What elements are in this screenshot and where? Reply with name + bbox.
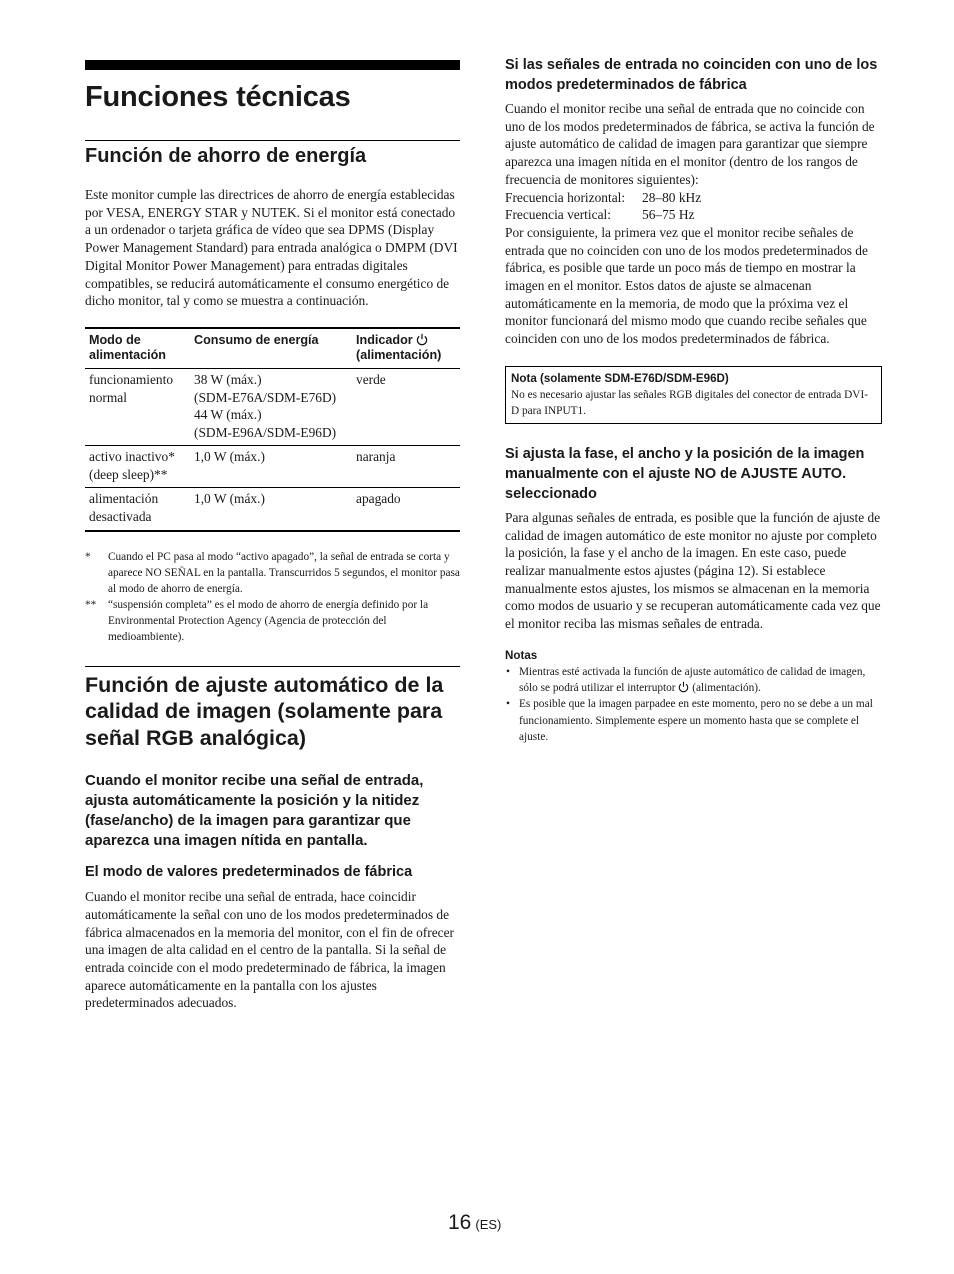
freq-h-value: 28–80 kHz xyxy=(642,189,702,205)
cell-mode: alimentación desactivada xyxy=(89,491,159,525)
manual-adjust-heading: Si ajusta la fase, el ancho y la posición de la imagen manualmente con el ajuste NO de AJUSTE AUTO. seleccionado xyxy=(505,445,865,502)
freq-h-label: Frecuencia horizontal: xyxy=(505,189,626,205)
section-heading-power-saving: Función de ahorro de energía xyxy=(85,145,367,167)
table-header-row xyxy=(85,328,460,369)
note-box xyxy=(505,366,882,424)
note-item-text: (alimentación). xyxy=(692,682,761,695)
freq-v-value: 56–75 Hz xyxy=(642,207,695,223)
indicator-sublabel: (alimentación) xyxy=(356,347,442,362)
manual-adjust-paragraph: Para algunas señales de entrada, es posible que la función de ajuste de calidad de imagen automático de este monitor no ajuste por completo la posición, la fase y el ancho de la imagen. En este caso, puede realizar manualmente estos ajustes (página 12). Si establece manualmente estos ajustes, los mismos se almacenan en la memoria como modos de usuario y se recuperan automáticamente cada vez que el monitor reciba las mismas señales de entrada. xyxy=(505,509,881,632)
consequence-paragraph: Por consiguiente, la primera vez que el monitor recibe señales de entrada que no coinciden con uno de los modos predeterminados de fábrica, es posible que tarde un poco más de tiempo en mostrar la imagen en el monitor. Estos datos de ajuste se almacenan automáticamente en la memoria, de modo que la próxima vez el monitor funcionará del mismo modo que cuando recibe señales que coinciden con uno de los modos predeterminados de fábrica. xyxy=(505,224,868,347)
note-item xyxy=(505,664,882,697)
consumption-line: (SDM-E96A/SDM-E96D) xyxy=(194,424,337,440)
note-item-text: Es posible que la imagen parpadee en este momento, pero no se debe a un mal funcionamiento. Simplemente espere un momento hasta que se complete el ajuste. xyxy=(519,698,873,743)
indicator-label: Indicador xyxy=(356,332,413,347)
left-column xyxy=(85,60,460,1012)
cell-consumption xyxy=(190,368,352,445)
freq-v-label: Frecuencia vertical: xyxy=(505,207,611,223)
table-row xyxy=(85,368,460,445)
page-number xyxy=(448,1211,501,1235)
title-bar-decoration xyxy=(85,60,460,70)
footnote-mark: ** xyxy=(85,598,97,611)
power-saving-paragraph: Este monitor cumple las directrices de ahorro de energía establecidas por VESA, ENERGY STAR y NUTEK. Si el monitor está conectado a un ordenador o tarjeta gráfica de vídeo que sea DPMS (Display Power Management Standard) para entrada analógica o DMPM (DVI Digital Monitor Power Management) para entradas digitales compatibles, se reducirá automáticamente el consumo energético de dicho monitor, tal y como se muestra a continuación. xyxy=(85,187,458,309)
page-number-value: 16 xyxy=(448,1211,472,1234)
page-title: Funciones técnicas xyxy=(85,81,351,113)
note-title: Nota (solamente SDM-E76D/SDM-E96D) xyxy=(511,371,729,385)
notes-title: Notas xyxy=(505,648,538,662)
factory-mode-paragraph: Cuando el monitor recibe una señal de entrada, hace coincidir automáticamente la señal con uno de los modos predeterminados de fábrica almacenados en la memoria del monitor, con el fin de ofrecer una imagen de alta calidad en el centro de la pantalla. Si la señal de entrada coincide con el modo predeterminado de fábrica, la imagen aparece automáticamente en la pantalla con los ajustes predeterminados adecuados. xyxy=(85,889,455,1011)
vertical-frequency-row xyxy=(505,206,882,224)
mismatch-heading: Si las señales de entrada no coinciden con uno de los modos predeterminados de fábrica xyxy=(505,57,878,93)
power-icon xyxy=(678,681,689,693)
mismatch-paragraph: Cuando el monitor recibe una señal de entrada que no coincide con uno de los modos predeterminados de fábrica, se activa la función de ajuste automático de calidad de imagen para garantizar que siempre aparezca una imagen nítida en el monitor (dentro de los rangos de frecuencia de monitores siguientes): xyxy=(505,101,875,187)
bullet: • xyxy=(506,665,510,678)
section-divider xyxy=(85,140,460,141)
col-header-indicator xyxy=(352,328,460,369)
footnote xyxy=(85,549,460,597)
consumption-line: (SDM-E76A/SDM-E76D) xyxy=(194,389,337,405)
right-column xyxy=(505,55,882,745)
footnote-text: “suspensión completa” es el modo de ahorro de energía definido por la Environmental Protection Agency (Agencia de protección del medioambiente). xyxy=(108,598,429,643)
power-consumption-table xyxy=(85,327,460,532)
section-divider xyxy=(85,666,460,667)
consumption-line: 44 W (máx.) xyxy=(194,407,262,423)
cell-indicator: apagado xyxy=(356,491,401,507)
col-header-consumption: Consumo de energía xyxy=(194,332,319,347)
horizontal-frequency-row xyxy=(505,189,882,207)
section-heading-auto-adjust: Función de ajuste automático de la calidad de imagen (solamente para señal RGB analógica) xyxy=(85,672,444,750)
consumption-line: 38 W (máx.) xyxy=(194,371,262,387)
note-text: No es necesario ajustar las señales RGB digitales del conector de entrada DVI-D para INPUT1. xyxy=(511,388,868,417)
table-row xyxy=(85,488,460,531)
cell-consumption: 1,0 W (máx.) xyxy=(194,491,265,507)
cell-mode: activo inactivo* (deep sleep)** xyxy=(89,449,175,482)
page-language-code: (ES) xyxy=(475,1217,502,1232)
footnote-mark: * xyxy=(85,550,91,563)
factory-mode-heading: El modo de valores predeterminados de fábrica xyxy=(85,864,413,881)
note-item xyxy=(505,696,882,745)
footnote xyxy=(85,597,460,645)
auto-adjust-subheading: Cuando el monitor recibe una señal de entrada, ajusta automáticamente la posición y la nitidez (fase/ancho) de la imagen para garantizar que aparezca una imagen nítida en pantalla. xyxy=(85,772,424,850)
note-item-text: Mientras esté activada la función de ajuste automático de calidad de imagen, sólo se podrá utilizar el interruptor xyxy=(519,665,866,695)
footnote-text: Cuando el PC pasa al modo “activo apagado”, la señal de entrada se corta y aparece NO SEÑAL en la pantalla. Transcurridos 5 segundos, el monitor pasa al modo de ahorro de energía. xyxy=(108,550,460,595)
cell-indicator: naranja xyxy=(356,449,396,465)
cell-consumption: 1,0 W (máx.) xyxy=(194,449,265,465)
col-header-mode: Modo de alimentación xyxy=(89,332,166,362)
table-row xyxy=(85,446,460,488)
footnotes xyxy=(85,549,460,645)
cell-mode: funcionamiento normal xyxy=(89,371,174,405)
cell-indicator: verde xyxy=(356,371,386,387)
power-icon xyxy=(416,333,428,346)
bullet: • xyxy=(506,698,510,711)
